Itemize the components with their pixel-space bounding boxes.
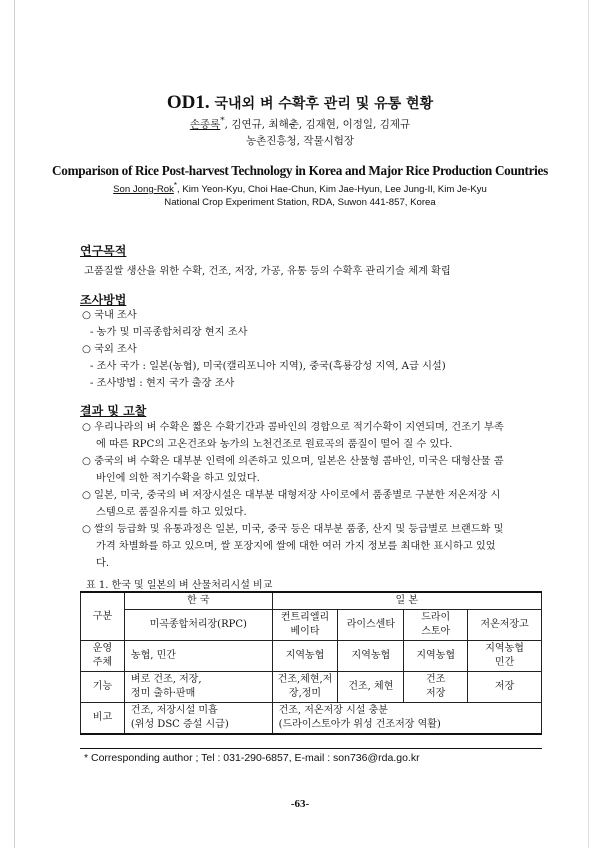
method-line: ○ 국내 조사: [82, 310, 137, 321]
table-header-row: [81, 592, 542, 610]
section-method-heading: 조사방법: [80, 293, 127, 307]
results-line: ○ 우리나라의 벼 수확은 짧은 수확기간과 콤바인의 경합으로 적기수확이 지연되며, 건조기 부족: [82, 422, 504, 433]
header-japan: 일 본: [272, 592, 541, 610]
cell-operator-cold: 지역농협 민간: [468, 641, 542, 672]
corresponding-mark-en: *: [173, 181, 178, 190]
coauthors-english: , Kim Yeon-Kyu, Choi Hae-Chun, Kim Jae-Hyun, Lee Jung-Il, Kim Je-Kyu: [177, 184, 487, 196]
cell-operator-rpc: 농협, 민간: [124, 641, 272, 672]
affiliation-english: National Crop Experiment Station, RDA, Suwon 441-857, Korea: [164, 197, 436, 208]
authors-english: [0, 181, 600, 195]
cell-function-cold: 저장: [468, 672, 542, 703]
results-line: 에 따른 RPC의 고온건조와 농가의 노천건조로 원료곡의 품질이 떨어 질 수 있다.: [96, 439, 453, 450]
page-number: -63-: [290, 798, 310, 810]
cell-function-country: 건조,체현,저 장,정미: [272, 672, 338, 703]
table-subheader-row: [81, 610, 542, 641]
coauthors-korean: , 김연규, 최해춘, 김재현, 이정일, 김제규: [224, 118, 411, 131]
header-gubun: 구분: [81, 592, 125, 641]
results-line: ○ 일본, 미국, 중국의 벼 저장시설은 대부분 대형저장 사이로에서 품종별로 구분한 저온저장 시: [82, 490, 501, 501]
abstract-code: OD1.: [166, 92, 210, 113]
title-korean: [0, 92, 600, 114]
cell-function-rice: 건조, 체현: [338, 672, 404, 703]
presenter-english: Son Jong-Rok: [113, 184, 174, 196]
presenter-korean: 손종록: [189, 118, 221, 131]
results-line: 스템으로 품질유지를 하고 있었다.: [96, 507, 247, 518]
row-label-operator: 운영 주체: [81, 641, 125, 672]
method-line: ○ 국외 조사: [82, 344, 137, 355]
cell-operator-rice: 지역농협: [338, 641, 404, 672]
header-korea: 한 국: [124, 592, 272, 610]
method-line: - 조사 국가 : 일본(농협), 미국(캘리포니아 지역), 중국(흑룡강성 지역, A급 시설): [90, 361, 446, 372]
row-label-function: 기능: [81, 672, 125, 703]
results-line: 바인에 의한 적기수확을 하고 있었다.: [96, 473, 260, 484]
purpose-text: 고품질쌀 생산을 위한 수확, 건조, 저장, 가공, 유통 등의 수확후 관리기술 체계 확립: [84, 266, 451, 277]
method-line: - 농가 및 미곡종합처리장 현지 조사: [90, 327, 248, 338]
header-dry-store: 드라이 스토아: [404, 610, 468, 641]
results-line: 다.: [96, 558, 110, 569]
table-row-operator: [81, 641, 542, 672]
cell-function-rpc: 벼로 건조, 저장, 정미 출하·판매: [124, 672, 272, 703]
table-row-function: [81, 672, 542, 703]
header-cold-storage: 저온저장고: [468, 610, 542, 641]
cell-operator-country: 지역농협: [272, 641, 338, 672]
table-row-remarks: [81, 703, 542, 735]
corresponding-mark: *: [220, 116, 225, 126]
comparison-table: [80, 591, 542, 735]
results-line: ○ 중국의 벼 수확은 대부분 인력에 의존하고 있으며, 일본은 산물형 콤바인, 미국은 대형산물 콤: [82, 456, 504, 467]
section-purpose-heading: 연구목적: [80, 244, 127, 258]
method-line: - 조사방법 : 현지 국가 출장 조사: [90, 378, 235, 389]
title-korean-text: 국내외 벼 수확후 관리 및 유통 현황: [214, 96, 434, 112]
header-rpc: 미곡종합처리장(RPC): [124, 610, 272, 641]
cell-remarks-japan: 건조, 저온저장 시설 충분 (드라이스토아가 위성 건조저장 역활): [272, 703, 541, 735]
footnote: * Corresponding author ; Tel : 031-290-6857, E-mail : son736@rda.go.kr: [84, 752, 420, 764]
results-line: ○ 쌀의 등급화 및 유통과정은 일본, 미국, 중국 등은 대부분 품종, 산지 및 등급별로 브랜드화 및: [82, 524, 504, 535]
row-label-remarks: 비고: [81, 703, 125, 735]
section-results-heading: 결과 및 고찰: [80, 404, 147, 418]
table-caption: 표 1. 한국 및 일본의 벼 산물처리시설 비교: [86, 580, 273, 591]
title-english: Comparison of Rice Post-harvest Technology in Korea and Major Rice Production Countries: [52, 163, 548, 178]
footnote-rule: [80, 748, 542, 749]
authors-korean: [0, 116, 600, 132]
cell-remarks-korea: 건조, 저장시설 미흡 (위성 DSC 증설 시급): [124, 703, 272, 735]
affiliation-korean: 농촌진흥청, 작물시험장: [245, 135, 355, 147]
header-country-elevator: 컨트리엘리 베이타: [272, 610, 338, 641]
results-line: 가격 차별화를 하고 있으며, 쌀 포장지에 쌀에 대한 여러 가지 정보를 최대한 표시하고 있었: [96, 541, 496, 552]
cell-operator-drystore: 지역농협: [404, 641, 468, 672]
header-rice-center: 라이스센타: [338, 610, 404, 641]
cell-function-drystore: 건조 저장: [404, 672, 468, 703]
